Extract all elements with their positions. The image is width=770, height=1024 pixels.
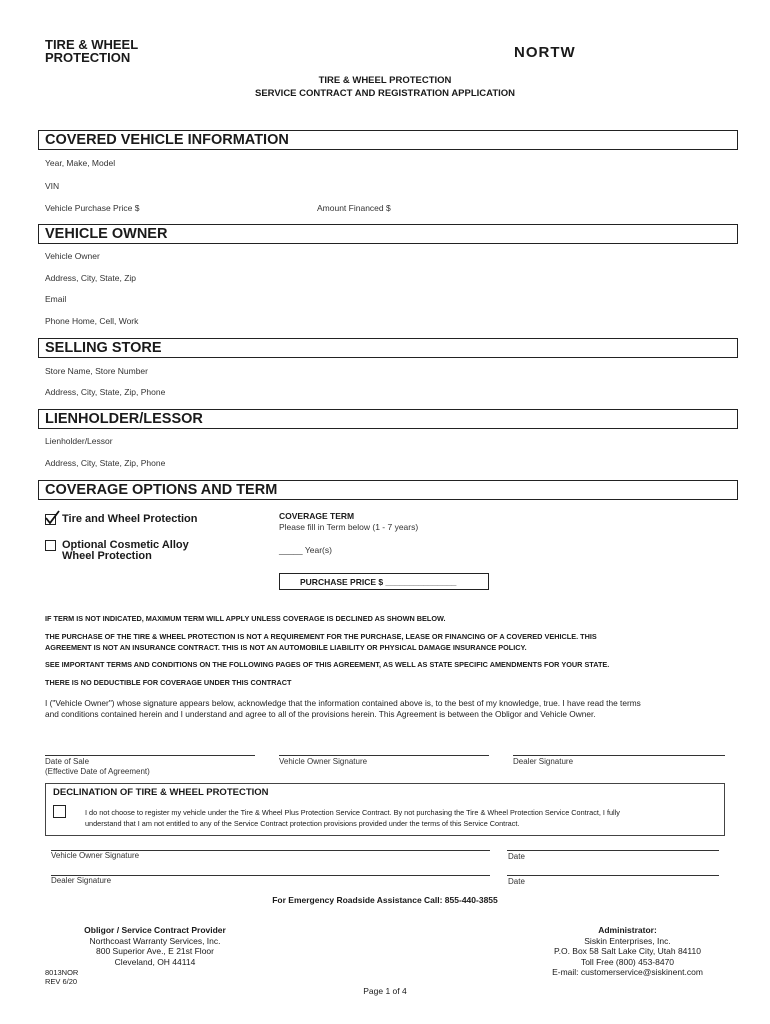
date-of-sale-label xyxy=(45,757,150,777)
cosmetic-alloy-label-line-2: Wheel Protection xyxy=(62,550,152,562)
form-number: 8013NOR xyxy=(45,968,79,977)
section-covered-vehicle: COVERED VEHICLE INFORMATION xyxy=(38,130,738,150)
form-series-code: NORTW xyxy=(514,44,576,61)
vehicle-owner-field[interactable]: Vehicle Owner xyxy=(45,251,100,261)
declination-date-line-1[interactable] xyxy=(507,850,719,851)
declination-date-line-2[interactable] xyxy=(507,875,719,876)
administrator-email: E-mail: customerservice@siskinent.com xyxy=(552,967,703,977)
vehicle-purchase-price-field[interactable]: Vehicle Purchase Price $ xyxy=(45,203,140,213)
not-requirement-notice-line-1: THE PURCHASE OF THE TIRE & WHEEL PROTECTION IS NOT A REQUIREMENT FOR THE PURCHASE, LEASE OR FINANCING OF A COVERED VEHICLE. THIS xyxy=(45,632,597,641)
declination-date-label-2: Date xyxy=(508,877,525,886)
declination-date-label-1: Date xyxy=(508,852,525,861)
declination-owner-signature-label: Vehicle Owner Signature xyxy=(51,851,140,860)
obligor-heading: Obligor / Service Contract Provider xyxy=(84,925,226,935)
declination-title: DECLINATION OF TIRE & WHEEL PROTECTION xyxy=(53,787,269,798)
brand-line-1: TIRE & WHEEL xyxy=(45,37,139,52)
dealer-signature-label: Dealer Signature xyxy=(513,757,574,766)
date-of-sale-line[interactable] xyxy=(45,755,255,756)
document-title: TIRE & WHEEL PROTECTION xyxy=(318,75,452,86)
administrator-line-3: Toll Free (800) 453-8470 xyxy=(580,956,675,967)
cosmetic-alloy-checkbox[interactable] xyxy=(45,540,56,551)
acknowledgement-paragraph xyxy=(45,698,725,719)
form-code xyxy=(45,968,78,986)
coverage-term-instruction: Please fill in Term below (1 - 7 years) xyxy=(279,522,419,532)
store-address-field[interactable]: Address, City, State, Zip, Phone xyxy=(45,387,166,397)
term-notice: IF TERM IS NOT INDICATED, MAXIMUM TERM WILL APPLY UNLESS COVERAGE IS DECLINED AS SHOWN BELOW. xyxy=(45,614,446,623)
lienholder-field[interactable]: Lienholder/Lessor xyxy=(45,436,113,446)
owner-phone-field[interactable]: Phone Home, Cell, Work xyxy=(45,316,139,326)
administrator-heading: Administrator: xyxy=(598,925,657,935)
administrator-block xyxy=(520,925,735,978)
owner-signature-line[interactable] xyxy=(279,755,489,756)
date-of-sale-text: Date of Sale xyxy=(45,757,90,766)
not-requirement-notice-line-2: AGREEMENT IS NOT AN INSURANCE CONTRACT. THIS IS NOT AN AUTOMOBILE LIABILITY OR PHYSICAL DAMAGE INSURANCE POLICY. xyxy=(45,642,527,652)
section-coverage-options: COVERAGE OPTIONS AND TERM xyxy=(38,480,738,500)
tire-wheel-protection-label: Tire and Wheel Protection xyxy=(62,513,198,525)
brand-line-2: PROTECTION xyxy=(45,50,131,65)
checkmark-icon xyxy=(44,510,60,526)
purchase-price-field[interactable]: PURCHASE PRICE $ _______________ xyxy=(279,573,489,590)
cosmetic-alloy-label xyxy=(62,540,189,562)
coverage-term-title: COVERAGE TERM xyxy=(279,511,355,521)
page-number: Page 1 of 4 xyxy=(363,986,407,996)
dealer-signature-line[interactable] xyxy=(513,755,725,756)
section-vehicle-owner: VEHICLE OWNER xyxy=(38,224,738,244)
acknowledgement-line-1: I ("Vehicle Owner") whose signature appears below, acknowledge that the information contained above is, to the best of my knowledge, true. I have read the terms xyxy=(45,698,641,708)
administrator-line-1: Siskin Enterprises, Inc. xyxy=(584,935,671,946)
declination-text-line-2: understand that I am not entitled to any of the Service Contract protection provisions provided under the terms of this Service Contract. xyxy=(85,818,520,828)
obligor-line-1: Northcoast Warranty Services, Inc. xyxy=(89,935,221,946)
administrator-line-2: P.O. Box 58 Salt Lake City, Utah 84110 xyxy=(554,946,701,956)
lienholder-address-field[interactable]: Address, City, State, Zip, Phone xyxy=(45,458,166,468)
document-subtitle: SERVICE CONTRACT AND REGISTRATION APPLICATION xyxy=(254,88,516,99)
declination-checkbox[interactable] xyxy=(53,805,66,818)
owner-signature-label: Vehicle Owner Signature xyxy=(279,757,368,766)
form-revision: REV 6/20 xyxy=(45,977,78,986)
declination-dealer-signature-label: Dealer Signature xyxy=(51,876,112,885)
declination-dealer-signature-line[interactable] xyxy=(51,875,490,876)
vin-field[interactable]: VIN xyxy=(45,181,60,191)
obligor-line-3: Cleveland, OH 44114 xyxy=(114,956,196,967)
emergency-roadside-line: For Emergency Roadside Assistance Call: 855-440-3855 xyxy=(272,895,498,905)
declination-text xyxy=(85,808,705,829)
acknowledgement-line-2: and conditions contained herein and I understand and agree to all of the provisions herein. This Agreement is between the Obligor and Vehicle Owner. xyxy=(45,708,596,719)
amount-financed-field[interactable]: Amount Financed $ xyxy=(317,203,391,213)
no-deductible-notice: THERE IS NO DEDUCTIBLE FOR COVERAGE UNDER THIS CONTRACT xyxy=(45,678,292,687)
term-years-field[interactable]: _____ Year(s) xyxy=(279,545,332,555)
store-name-field[interactable]: Store Name, Store Number xyxy=(45,366,148,376)
brand-title xyxy=(45,38,185,64)
not-requirement-notice xyxy=(45,632,725,653)
obligor-block xyxy=(30,925,280,967)
terms-conditions-notice: SEE IMPORTANT TERMS AND CONDITIONS ON THE FOLLOWING PAGES OF THIS AGREEMENT, AS WELL AS STATE SPECIFIC AMENDMENTS FOR YOUR STATE. xyxy=(45,660,610,669)
cosmetic-alloy-label-line-1: Optional Cosmetic Alloy xyxy=(62,539,189,551)
section-selling-store: SELLING STORE xyxy=(38,338,738,358)
section-lienholder: LIENHOLDER/LESSOR xyxy=(38,409,738,429)
owner-email-field[interactable]: Email xyxy=(45,294,67,304)
year-make-model-field[interactable]: Year, Make, Model xyxy=(45,158,116,168)
declination-text-line-1: I do not choose to register my vehicle under the Tire & Wheel Plus Protection Service Contract. By not purchasing the Tire & Wheel Protection Service Contract, I fully xyxy=(85,808,620,817)
owner-address-field[interactable]: Address, City, State, Zip xyxy=(45,273,137,283)
obligor-line-2: 800 Superior Ave., E 21st Floor xyxy=(96,946,214,956)
effective-date-text: (Effective Date of Agreement) xyxy=(45,767,150,776)
